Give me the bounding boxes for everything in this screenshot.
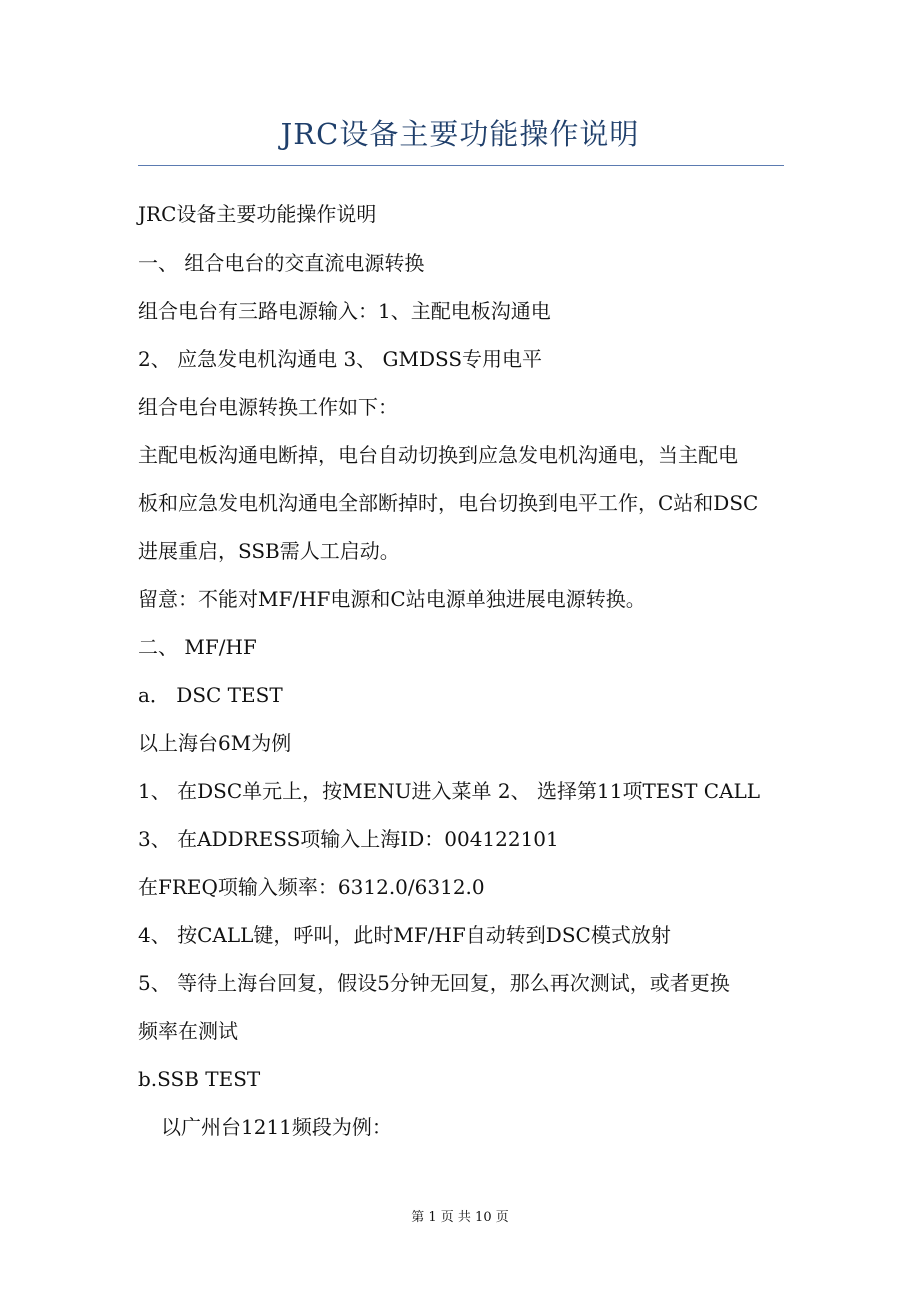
page-footer: 第 1 页 共 10 页 (411, 1210, 509, 1225)
step-line: 4、 按CALL键，呼叫，此时MF/HF自动转到DSC模式放射 (138, 923, 671, 947)
body-line: 频率在测试 (138, 1019, 238, 1043)
body-line: 2、 应急发电机沟通电 3、 GMDSS专用电平 (138, 347, 543, 371)
section-heading: 二、 MF/HF (138, 635, 257, 659)
subsection-heading: a． DSC TEST (138, 683, 283, 707)
step-line: 5、 等待上海台回复，假设5分钟无回复，那么再次测试，或者更换 (138, 971, 730, 995)
body-line: JRC设备主要功能操作说明 (138, 202, 377, 226)
page-title: JRC设备主要功能操作说明 (280, 117, 640, 151)
step-line: 1、 在DSC单元上，按MENU进入菜单 2、 选择第11项TEST CALL (138, 779, 761, 803)
body-line: 在FREQ项输入频率：6312.0/6312.0 (138, 875, 485, 899)
body-line: 组合电台有三路电源输入：1、主配电板沟通电 (138, 299, 551, 323)
title-divider (138, 165, 784, 166)
body-line: 主配电板沟通电断掉，电台自动切换到应急发电机沟通电，当主配电 (138, 443, 738, 467)
step-line: 3、 在ADDRESS项输入上海ID：004122101 (138, 827, 559, 851)
note-line: 留意：不能对MF/HF电源和C站电源单独进展电源转换。 (138, 587, 646, 611)
body-line: 组合电台电源转换工作如下： (138, 395, 398, 419)
body-line: 进展重启，SSB需人工启动。 (138, 539, 400, 563)
section-heading: 一、 组合电台的交直流电源转换 (138, 251, 425, 275)
body-line: 板和应急发电机沟通电全部断掉时，电台切换到电平工作，C站和DSC (138, 491, 759, 515)
subsection-heading: b.SSB TEST (138, 1067, 261, 1091)
body-line: 以上海台6M为例 (138, 731, 292, 755)
body-line: 以广州台1211频段为例： (161, 1115, 392, 1139)
